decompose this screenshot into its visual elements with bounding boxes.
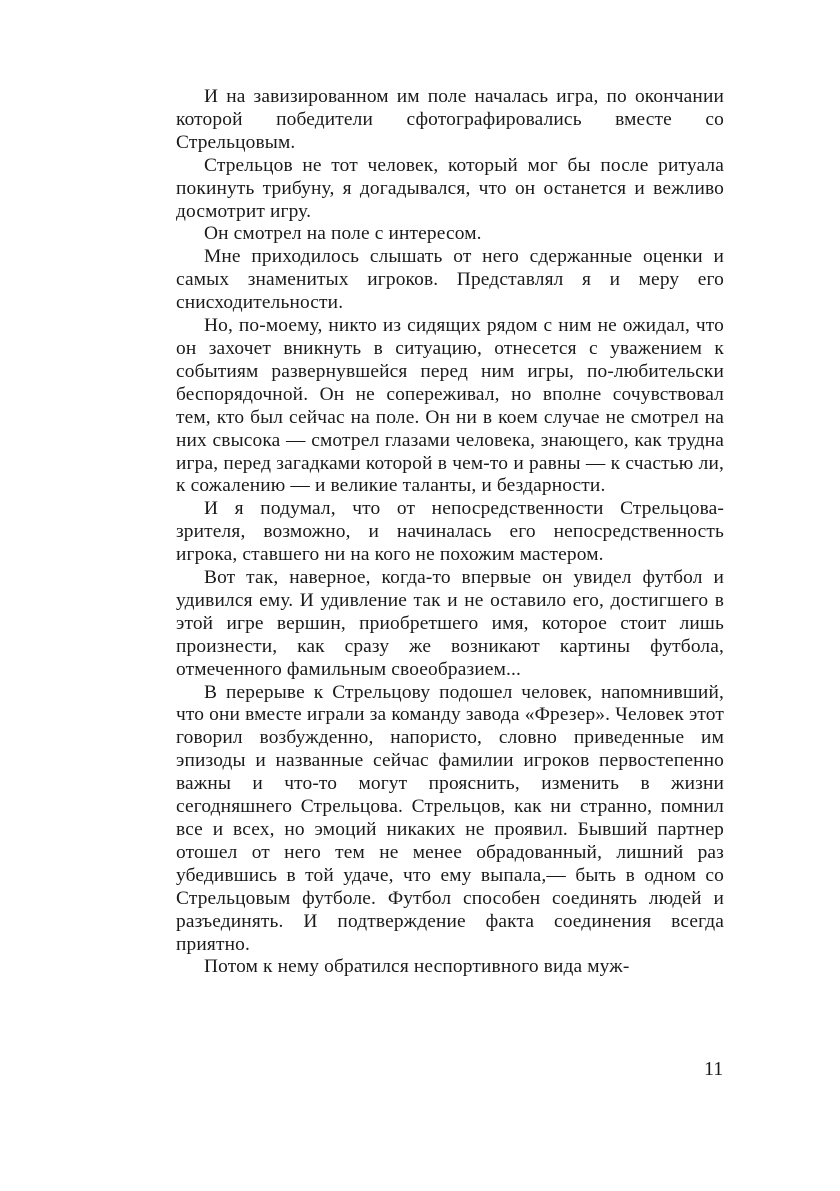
- paragraph: Но, по-моему, никто из сидящих рядом с ним не ожидал, что он захочет вникнуть в ситуацию, отнесется с уважением к событиям развернувшейся перед ним игры, по-любительски беспорядочной. Он не сопереживал, но вполне сочувствовал тем, кто был сейчас на поле. Он ни в коем случае не смотрел на них свысока — смотрел глазами человека, знающего, как трудна игра, перед загадками которой в чем-то и равны — к счастью ли, к сожалению — и великие таланты, и бездарности.: [176, 315, 724, 497]
- paragraph: В перерыве к Стрельцову подошел человек, напомнивший, что они вместе играли за команду завода «Фрезер». Человек этот говорил возбужденно, напористо, словно приведенные им эпизоды и названные сейчас фамилии игроков первостепенно важны и что-то могут прояснить, изменить в жизни сегодняшнего Стрельцова. Стрельцов, как ни странно, помнил все и всех, но эмоций никаких не проявил. Бывший партнер отошел от него тем не менее обрадованный, лишний раз убедившись в той удаче, что ему выпала,— быть в одном со Стрельцовым футболе. Футбол способен соединять людей и разъединять. И подтверждение факта соединения всегда приятно.: [176, 681, 724, 955]
- paragraph: Вот так, наверное, когда-то впервые он увидел футбол и удивился ему. И удивление так и не оставило его, достигшего в этой игре вершин, приобретшего имя, которое стоит лишь произнести, как сразу же возникают картины футбола, отмеченного фамильным своеобразием...: [176, 567, 724, 680]
- paragraph: Стрельцов не тот человек, который мог бы после ритуала покинуть трибуну, я догадывался, что он останется и вежливо досмотрит игру.: [176, 154, 724, 222]
- body-text: [176, 86, 724, 979]
- paragraph: Потом к нему обратился неспортивного вида муж-: [204, 956, 630, 978]
- paragraph: И я подумал, что от непосредственности Стрельцова-зрителя, возможно, и начиналась его непосредственность игрока, ставшего ни на кого не похожим мастером.: [176, 498, 724, 566]
- paragraph: Он смотрел на поле с интересом.: [204, 223, 482, 245]
- paragraph: И на завизированном им поле началась игра, по окончании которой победители сфотографировались вместе со Стрельцовым.: [176, 86, 724, 153]
- paragraph: Мне приходилось слышать от него сдержанные оценки и самых знаменитых игроков. Представлял я и меру его снисходительности.: [176, 246, 724, 314]
- page-number: 11: [704, 1058, 724, 1080]
